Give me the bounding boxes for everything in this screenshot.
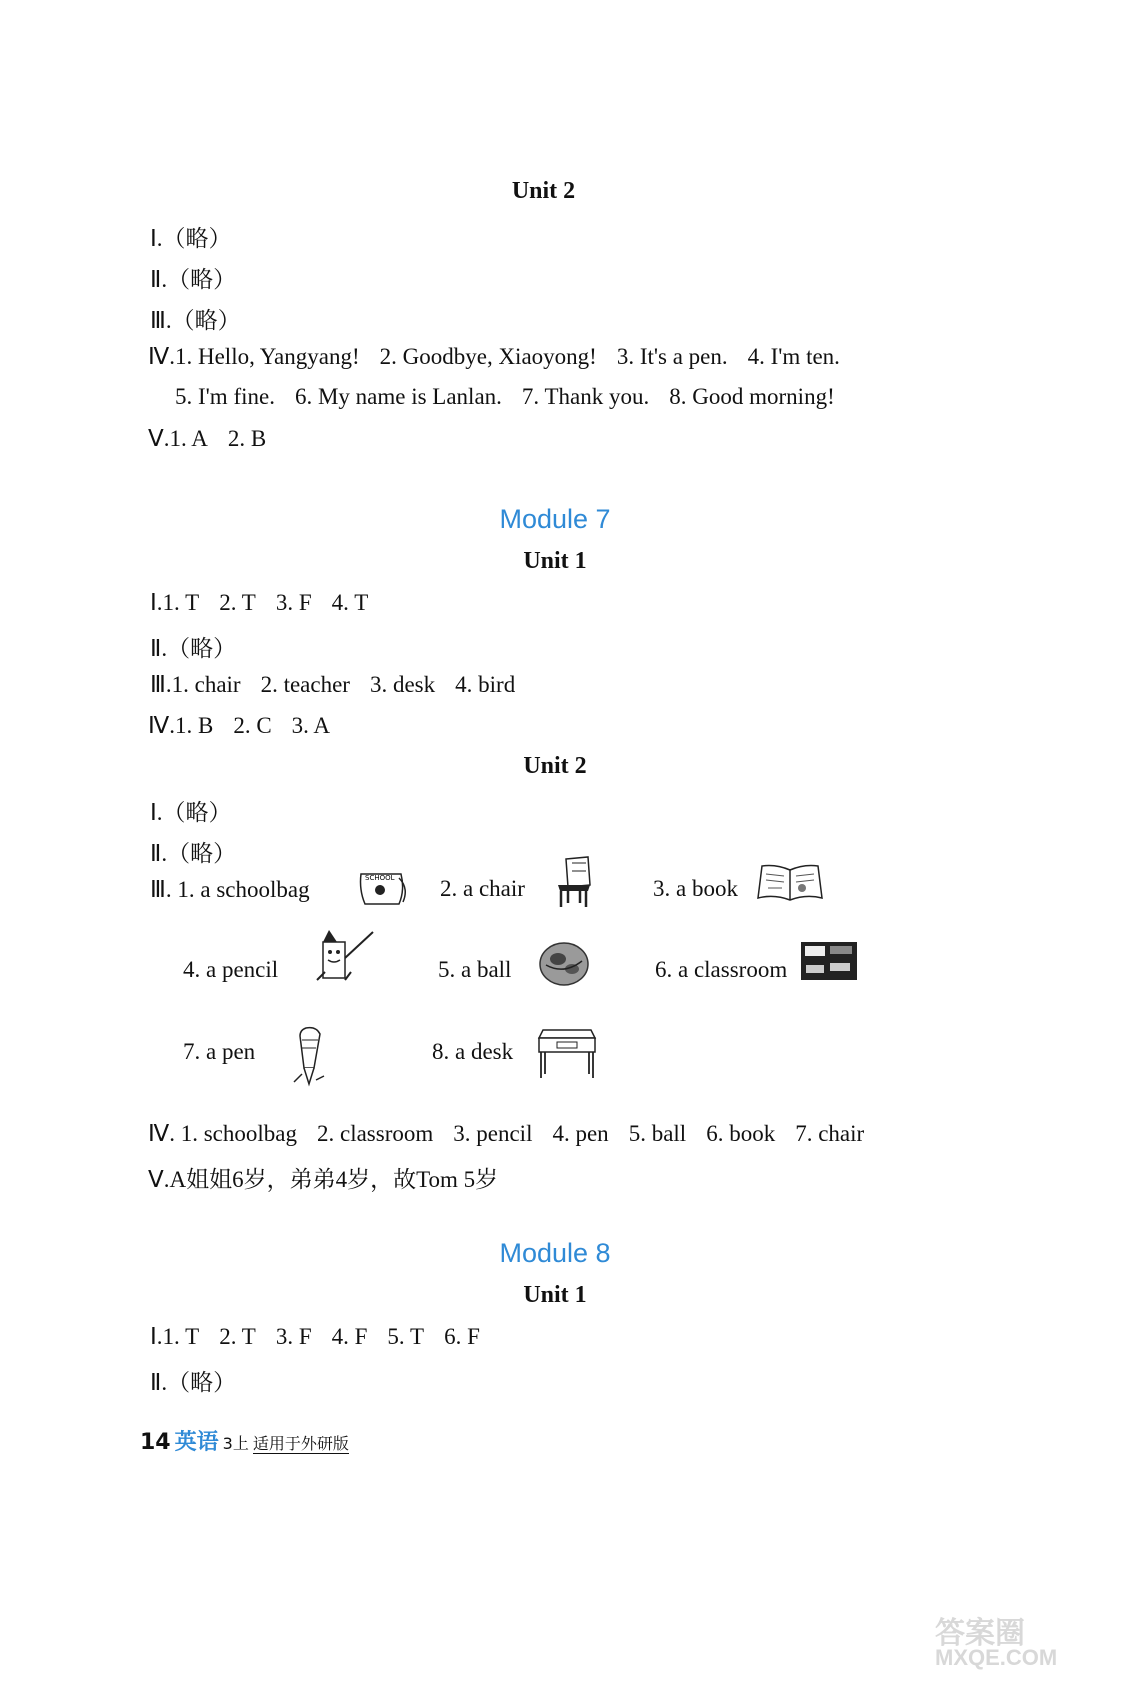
answer-item: 6. book [706,1121,776,1146]
answer-item: 1. T [162,1324,200,1349]
answer-item: 5. ball [628,1121,687,1146]
answer-line: Ⅰ.1. T 2. T 3. F 4. F 5. T 6. F [150,1323,480,1349]
picture-label: 1. a schoolbag [177,877,310,902]
answer-item: 3. desk [369,672,436,697]
picture-label: 4. a pencil [183,957,279,982]
answer-item: 8. Good morning! [669,384,835,409]
answer-line: Ⅳ.1. Hello, Yangyang! 2. Goodbye, Xiaoyong! 3. It's a pen. 4. I'm ten. [148,343,840,369]
answer-item: 1. schoolbag [180,1121,297,1146]
answer-line: Ⅴ.1. A 2. B [148,425,267,451]
answer-line: Ⅳ.1. B 2. C 3. A [148,712,331,738]
answer-item: 7. Thank you. [521,384,650,409]
answer-line [150,794,232,827]
schoolbag-text: SCHOOL [365,874,395,882]
module-heading: Module 7 [499,504,611,534]
answer-item: 4. pen [552,1121,609,1146]
schoolbag-icon [355,868,409,910]
answer-item: 1. B [174,713,214,738]
roman-numeral: Ⅲ [150,876,166,902]
roman-numeral: Ⅰ [150,589,157,615]
answer-text: .（略） [165,308,241,333]
subject-label: 英语 [174,1430,219,1455]
answer-line [150,630,236,663]
roman-numeral: Ⅱ [150,840,162,866]
answer-item: 5. T [387,1324,425,1349]
unit-heading: Unit 2 [523,753,587,779]
answer-line [175,384,855,410]
roman-numeral: Ⅰ [150,799,157,825]
answer-item: 4. T [331,590,369,615]
answer-line [150,302,241,335]
roman-numeral: Ⅱ [150,1369,162,1395]
module-heading: Module 8 [499,1238,611,1268]
answer-item: 6. My name is Lanlan. [294,384,502,409]
chair-icon [552,855,596,909]
roman-numeral: Ⅴ [148,1166,164,1192]
page-number: 14 [140,1430,171,1455]
answer-item: 4. bird [455,672,516,697]
roman-numeral: Ⅱ [150,266,162,292]
answer-line [150,835,236,868]
answer-item: 5. I'm fine. [175,384,275,409]
answer-item: 3. A [291,713,331,738]
roman-numeral: Ⅴ [148,425,164,451]
answer-item: 3. F [275,1324,312,1349]
answer-item: 2. T [219,590,256,615]
roman-numeral: Ⅰ [150,225,157,251]
answer-line: Ⅲ. 1. a schoolbag [150,876,310,902]
answer-item: 2. C [233,713,272,738]
answer-item: 3. F [275,590,312,615]
answer-item: 3. pencil [453,1121,533,1146]
picture-label: 6. a classroom [655,957,788,982]
answer-line [150,261,236,294]
answer-line [150,220,232,253]
answer-item: 1. Hello, Yangyang! [174,344,360,369]
answer-text: .（略） [161,636,237,661]
picture-label: 5. a ball [438,957,512,982]
answer-item: 2. B [227,426,267,451]
answer-item: 1. A [169,426,208,451]
roman-numeral: Ⅲ [150,671,166,697]
answer-item: 4. I'm ten. [747,344,840,369]
answer-item: 6. F [444,1324,480,1349]
roman-numeral: Ⅰ [150,1323,157,1349]
pen-icon [290,1024,330,1088]
roman-numeral: Ⅲ [150,307,166,333]
answer-text: .（略） [161,1370,237,1395]
unit-heading: Unit 2 [511,178,576,204]
answer-text: .（略） [161,841,237,866]
answer-text: .（略） [156,800,232,825]
roman-numeral: Ⅳ [148,343,170,369]
answer-text: .（略） [156,226,232,251]
book-icon [756,862,824,902]
desk-icon [535,1026,597,1080]
classroom-icon [800,941,858,981]
picture-label: 3. a book [653,876,738,901]
answer-item: 1. chair [171,672,241,697]
answer-line: Ⅰ.1. T 2. T 3. F 4. T [150,589,369,615]
answer-item: 7. chair [795,1121,865,1146]
answer-item: 3. It's a pen. [616,344,728,369]
answer-text: .（略） [161,267,237,292]
answer-text: .A姐姐6岁，弟弟4岁，故Tom 5岁 [163,1167,499,1192]
unit-heading: Unit 1 [523,1282,587,1308]
answer-line: Ⅳ. 1. schoolbag 2. classroom 3. pencil 4. pen 5. ball 6. book 7. chair [148,1120,865,1146]
watermark-logo: 答案圈 [935,1617,1025,1650]
page-footer [140,1425,349,1456]
roman-numeral: Ⅳ [148,1120,170,1146]
answer-line [148,1161,498,1194]
grade-label: 3上 [222,1434,249,1453]
pencil-icon [315,928,377,984]
answer-item: 2. teacher [260,672,350,697]
picture-label: 8. a desk [432,1039,514,1064]
roman-numeral: Ⅳ [148,712,170,738]
answer-item: 4. F [331,1324,368,1349]
ball-icon [538,941,590,987]
answer-line [150,1364,236,1397]
answer-line: Ⅲ.1. chair 2. teacher 3. desk 4. bird [150,671,516,697]
unit-heading: Unit 1 [523,548,587,574]
answer-item: 2. classroom [317,1121,434,1146]
answer-item: 2. T [219,1324,256,1349]
edition-label: 适用于外研版 [252,1434,349,1453]
answer-item: 2. Goodbye, Xiaoyong! [379,344,597,369]
picture-label: 2. a chair [440,876,525,901]
watermark-url: MXQE.COM [935,1645,1058,1670]
roman-numeral: Ⅱ [150,635,162,661]
picture-label: 7. a pen [183,1039,256,1064]
answer-item: 1. T [162,590,200,615]
